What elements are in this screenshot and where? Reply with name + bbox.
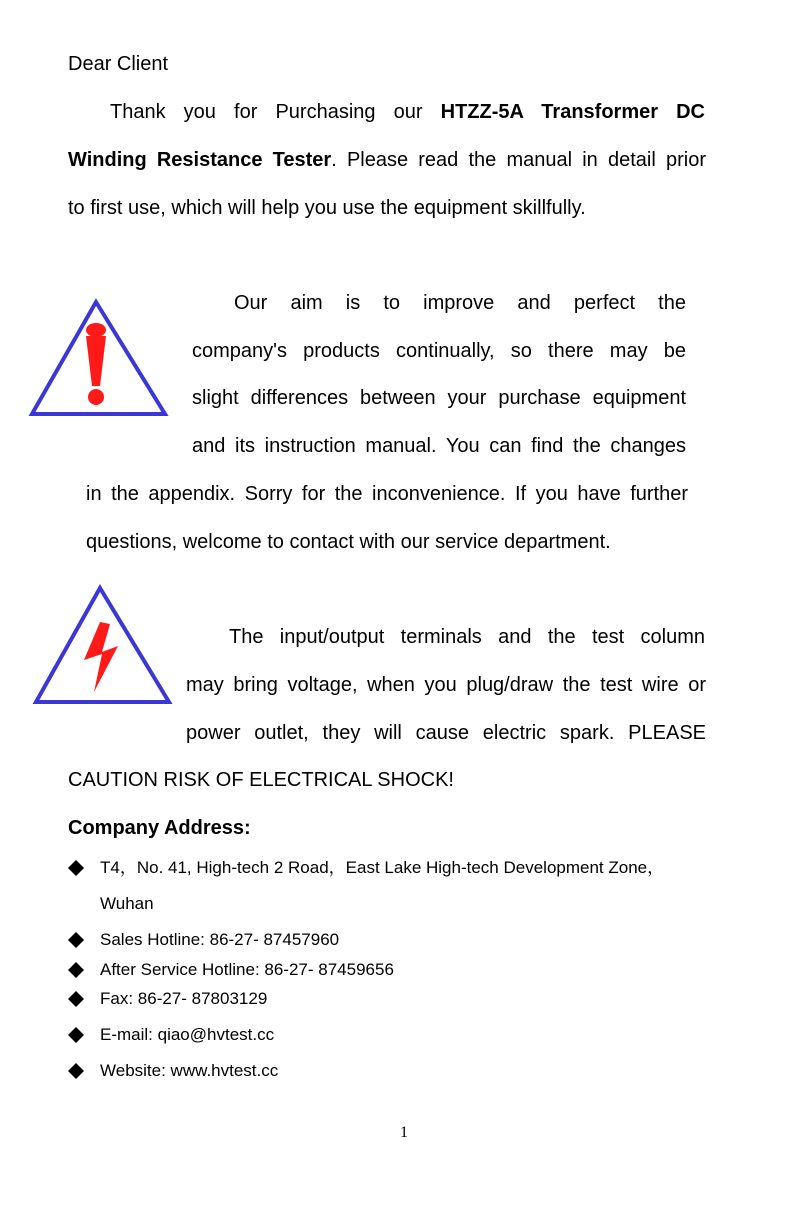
warning-exclamation-icon [28,298,170,420]
product-name: Winding Resistance Tester [68,149,332,171]
notice-line-3: slight differences between your purchase equipment [192,387,686,409]
shock-line-4: CAUTION RISK OF ELECTRICAL SHOCK! [68,769,454,791]
diamond-bullet-icon [68,991,84,1007]
email-address: E-mail: qiao@hvtest.cc [100,1025,275,1044]
address-line: T4，No. 41, High-tech 2 Road，East Lake High-tech Development Zone， [100,858,665,877]
shock-line-3: power outlet, they will cause electric spark. PLEASE [186,722,706,744]
intro-line-3: to first use, which will help you use the equipment skillfully. [68,197,586,219]
website-url: Website: www.hvtest.cc [100,1061,279,1080]
diamond-bullet-icon [68,1063,84,1079]
intro-line-1 [110,100,705,124]
notice-line-2: company's products continually, so there may be [192,340,686,362]
page-number: 1 [400,1124,408,1141]
shock-line-2: may bring voltage, when you plug/draw the test wire or [186,674,706,696]
electric-shock-icon [32,584,174,708]
diamond-bullet-icon [68,932,84,948]
intro-text-2: . Please read the manual in detail prior [331,149,706,171]
diamond-bullet-icon [68,1027,84,1043]
sales-hotline: Sales Hotline: 86-27- 87457960 [100,930,340,949]
company-address-title: Company Address: [68,817,251,839]
service-hotline: After Service Hotline: 86-27- 87459656 [100,960,394,979]
fax-number: Fax: 86-27- 87803129 [100,989,268,1008]
greeting: Dear Client [68,53,169,75]
product-model: HTZZ-5A Transformer DC [440,101,705,123]
notice-line-4: and its instruction manual. You can find the changes [192,435,686,457]
intro-line-2 [68,148,706,172]
shock-line-1: The input/output terminals and the test column [229,626,705,648]
address-city: Wuhan [100,894,154,913]
notice-line-5: in the appendix. Sorry for the inconvenience. If you have further [86,483,688,505]
notice-line-1: Our aim is to improve and perfect the [234,292,686,314]
intro-text: Thank you for Purchasing our [110,101,423,123]
diamond-bullet-icon [68,962,84,978]
notice-line-6: questions, welcome to contact with our service department. [86,531,611,553]
diamond-bullet-icon [68,860,84,876]
